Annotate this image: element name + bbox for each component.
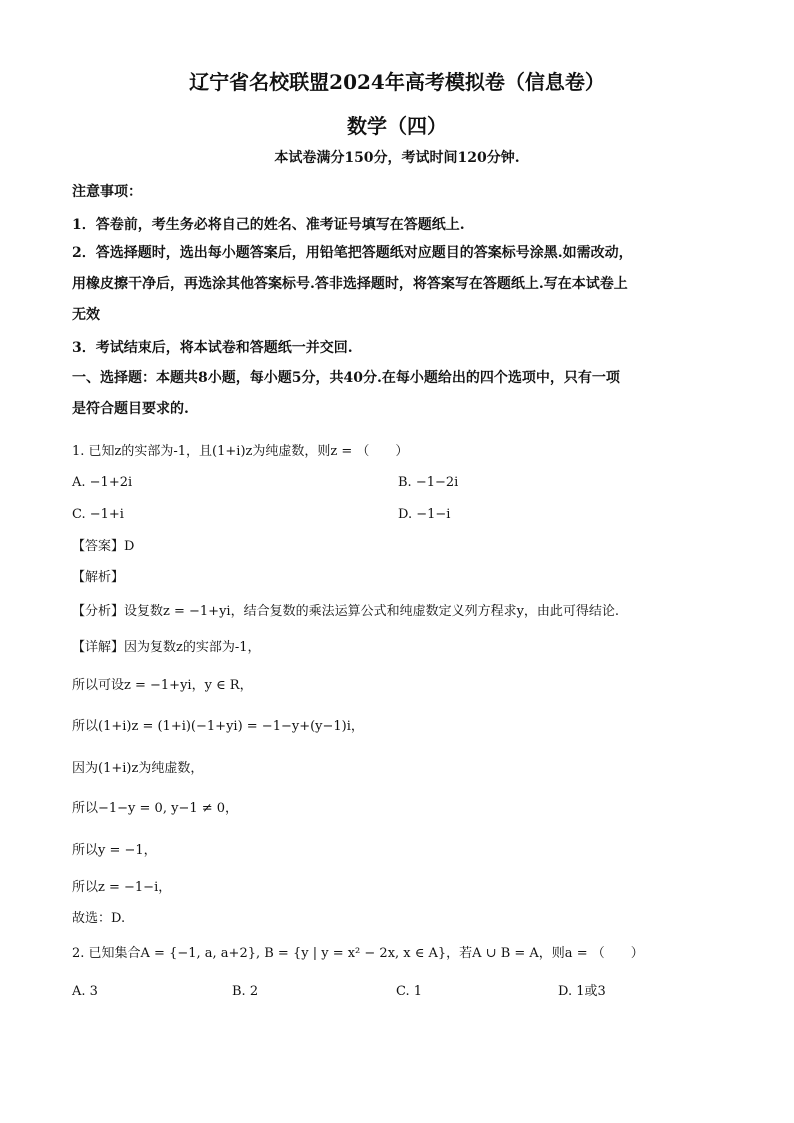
exam-info: 本试卷满分150分，考试时间120分钟. [274, 150, 520, 166]
question-1-step-6: 所以z = −1−i， [72, 880, 172, 895]
exam-subtitle: 数学（四） [347, 114, 447, 138]
question-2-option-d: D. 1或3 [558, 984, 606, 999]
question-1-step-1: 所以可设z = −1+yi，y ∈ R， [72, 678, 253, 693]
question-1-option-d: D. −1−i [398, 507, 451, 522]
question-1-fenxi: 【分析】设复数z = −1+yi，结合复数的乘法运算公式和纯虚数定义列方程求y，由此可得结论. [72, 604, 620, 619]
question-1-step-4: 所以−1−y = 0, y−1 ≠ 0， [72, 801, 239, 816]
note-2-line-1: 2．答选择题时，选出每小题答案后，用铅笔把答题纸对应题目的答案标号涂黑.如需改动， [72, 245, 633, 261]
note-3: 3．考试结束后，将本试卷和答题纸一并交回. [72, 340, 353, 356]
notes-heading: 注意事项： [72, 184, 142, 200]
question-1-step-2: 所以(1+i)z = (1+i)(−1+yi) = −1−y+(y−1)i， [72, 719, 364, 734]
question-1-conclusion: 故选：D. [72, 911, 126, 926]
note-1: 1．答卷前，考生务必将自己的姓名、准考证号填写在答题纸上. [72, 217, 465, 233]
section-heading-line-1: 一、选择题：本题共8小题，每小题5分，共40分.在每小题给出的四个选项中，只有一项 [72, 370, 620, 386]
question-2-option-c: C. 1 [396, 984, 423, 999]
question-2-stem: 2. 已知集合A = {−1, a, a+2}, B = {y | y = x² − 2x, x ∈ A}，若A ∪ B = A，则a = （ ） [72, 946, 644, 961]
note-2-line-2: 用橡皮擦干净后，再选涂其他答案标号.答非选择题时，将答案写在答题纸上.写在本试卷上 [72, 276, 628, 292]
question-1-stem: 1. 已知z的实部为-1，且(1+i)z为纯虚数，则z = （ ） [72, 444, 409, 459]
question-1-option-c: C. −1+i [72, 507, 124, 522]
exam-title: 辽宁省名校联盟2024年高考模拟卷（信息卷） [189, 70, 605, 94]
note-2-line-3: 无效 [72, 307, 100, 323]
section-heading-line-2: 是符合题目要求的. [72, 401, 189, 417]
question-1-step-3: 因为(1+i)z为纯虚数， [72, 761, 204, 776]
question-1-analysis-label: 【解析】 [72, 570, 125, 585]
question-1-detail: 【详解】因为复数z的实部为-1， [72, 640, 261, 655]
question-1-step-5: 所以y = −1， [72, 843, 157, 858]
question-1-answer: 【答案】D [72, 539, 135, 554]
question-2-option-a: A. 3 [72, 984, 98, 999]
question-1-option-a: A. −1+2i [72, 475, 133, 490]
question-2-option-b: B. 2 [232, 984, 259, 999]
question-1-option-b: B. −1−2i [398, 475, 459, 490]
